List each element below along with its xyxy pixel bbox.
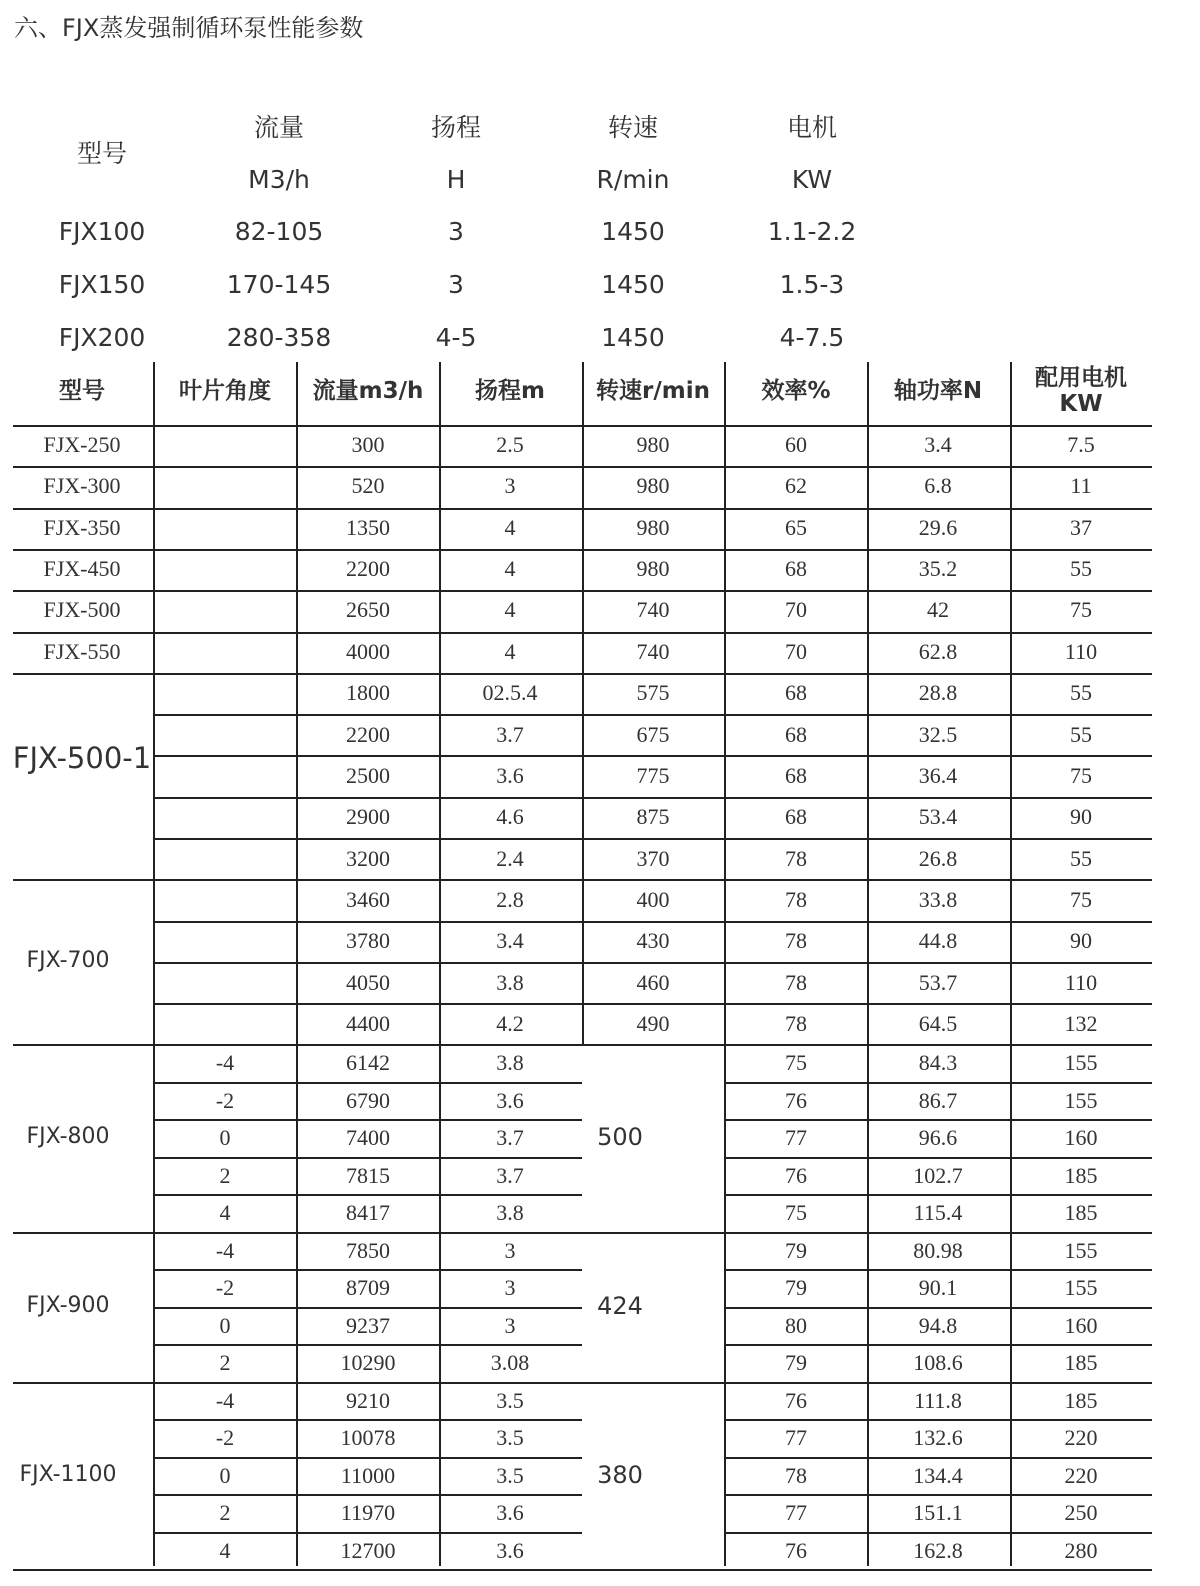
table-column-rule	[1010, 362, 1012, 1566]
table-cell: 10290	[340, 1350, 396, 1376]
small-table-cell: 4-7.5	[779, 323, 845, 352]
table-cell: 2	[219, 1500, 231, 1526]
table-row-rule	[153, 838, 1152, 840]
table-cell: 3.5	[496, 1387, 524, 1413]
table-cell: 111.8	[914, 1387, 962, 1413]
table-cell: 76	[785, 1387, 807, 1413]
table-row-rule	[13, 673, 1152, 675]
small-table-cell: 280-358	[226, 323, 332, 352]
table-cell: 2.4	[496, 845, 524, 871]
table-cell: 2.8	[496, 886, 524, 912]
table-cell: 3.8	[496, 1200, 524, 1226]
table-cell: 53.7	[918, 969, 958, 995]
table-cell: 4	[504, 597, 516, 623]
small-table-cell: 1.5-3	[779, 270, 845, 299]
table-cell: 155	[1064, 1275, 1098, 1301]
table-cell: 132	[1064, 1010, 1098, 1036]
table-cell: -4	[215, 1237, 235, 1263]
table-cell: 42	[927, 597, 949, 623]
table-cell: 11000	[340, 1462, 396, 1488]
table-cell: 875	[636, 804, 670, 830]
table-cell: 134.4	[913, 1462, 963, 1488]
table-row-rule	[13, 549, 1152, 551]
table-cell: 2650	[346, 597, 390, 623]
table-cell: 108.6	[913, 1350, 963, 1376]
table-cell: 11970	[340, 1500, 396, 1526]
table-row-rule	[724, 1082, 1152, 1084]
table-cell: 2200	[346, 555, 390, 581]
table-row-rule	[153, 1532, 582, 1534]
table-cell: 430	[636, 928, 670, 954]
table-row-rule	[724, 1307, 1152, 1309]
table-row-rule	[153, 1307, 582, 1309]
small-table-unit: KW	[791, 165, 833, 194]
table-cell: 3460	[346, 886, 390, 912]
table-cell: 980	[636, 555, 670, 581]
table-cell: 76	[785, 1537, 807, 1563]
table-cell: 32.5	[918, 721, 958, 747]
table-cell: 185	[1064, 1387, 1098, 1413]
table-cell: FJX-300	[43, 473, 121, 499]
small-table-cell: 1450	[601, 217, 665, 246]
table-header: 型号	[59, 378, 105, 404]
small-table-cell: FJX100	[58, 217, 146, 246]
table-cell: 155	[1064, 1050, 1098, 1076]
table-cell: -2	[215, 1275, 235, 1301]
table-cell: 33.8	[918, 886, 958, 912]
table-cell: 3.6	[496, 1500, 524, 1526]
table-cell: 3	[504, 1275, 516, 1301]
group-model-label: FJX-800	[26, 1124, 110, 1150]
table-cell: 75	[1070, 886, 1092, 912]
table-cell: 68	[785, 804, 807, 830]
table-cell: 102.7	[913, 1162, 963, 1188]
table-header: 转速r/min	[596, 378, 710, 404]
table-row-rule	[153, 1269, 582, 1271]
table-cell: 55	[1070, 680, 1092, 706]
table-cell: 80	[785, 1312, 807, 1338]
table-cell: 3	[504, 473, 516, 499]
table-cell: 79	[785, 1275, 807, 1301]
table-row-rule	[153, 1157, 582, 1159]
table-cell: 78	[785, 1462, 807, 1488]
table-header: 配用电机KW	[1035, 365, 1127, 417]
table-cell: 4	[219, 1537, 231, 1563]
table-row-rule	[724, 1494, 1152, 1496]
table-cell: -2	[215, 1425, 235, 1451]
table-row-rule	[153, 962, 1152, 964]
table-row-rule	[724, 1419, 1152, 1421]
table-row-rule	[153, 1457, 582, 1459]
table-cell: 9237	[346, 1312, 390, 1338]
table-cell: 3.6	[496, 1537, 524, 1563]
table-cell: 4050	[346, 969, 390, 995]
small-table-cell: 3	[448, 270, 464, 299]
table-header: 流量m3/h	[312, 378, 424, 404]
table-cell: 75	[785, 1200, 807, 1226]
table-cell: 86.7	[918, 1087, 958, 1113]
table-cell: 78	[785, 928, 807, 954]
table-cell: -4	[215, 1387, 235, 1413]
table-row-rule	[13, 590, 1152, 592]
table-row-rule	[724, 1194, 1152, 1196]
table-cell: 2	[219, 1350, 231, 1376]
table-cell: 76	[785, 1087, 807, 1113]
table-cell: 370	[636, 845, 670, 871]
table-cell: 110	[1064, 969, 1098, 995]
group-model-label: FJX-1100	[19, 1461, 117, 1487]
table-row-rule	[13, 1044, 1152, 1046]
table-cell: 90	[1070, 804, 1092, 830]
small-table-header: 转速	[607, 113, 659, 142]
small-table-cell: 4-5	[435, 323, 477, 352]
table-cell: 980	[636, 432, 670, 457]
table-row-rule	[724, 1119, 1152, 1121]
table-cell: 151.1	[913, 1500, 963, 1526]
table-cell: 3200	[346, 845, 390, 871]
group-speed: 380	[597, 1460, 643, 1489]
table-cell: 4	[219, 1200, 231, 1226]
table-cell: 160	[1064, 1312, 1098, 1338]
table-cell: 68	[785, 763, 807, 789]
table-cell: 94.8	[918, 1312, 958, 1338]
small-table-cell: 170-145	[226, 270, 332, 299]
small-table-cell: 82-105	[234, 217, 324, 246]
table-cell: 65	[785, 514, 807, 540]
table-cell: 0	[219, 1462, 231, 1488]
table-cell: 3.7	[496, 721, 524, 747]
table-cell: 3.7	[496, 1162, 524, 1188]
table-row-rule	[153, 1194, 582, 1196]
table-cell: 64.5	[918, 1010, 958, 1036]
table-cell: 78	[785, 845, 807, 871]
table-column-rule	[582, 362, 584, 1045]
table-row-rule	[13, 508, 1152, 510]
table-cell: 185	[1064, 1350, 1098, 1376]
table-cell: 220	[1064, 1462, 1098, 1488]
table-cell: 220	[1064, 1425, 1098, 1451]
table-cell: 11	[1070, 473, 1092, 499]
table-cell: 162.8	[913, 1537, 963, 1563]
table-cell: 155	[1064, 1237, 1098, 1263]
small-table-cell: 3	[448, 217, 464, 246]
table-header: 扬程m	[475, 378, 545, 404]
table-cell: 2.5	[496, 432, 524, 457]
table-cell: 62	[785, 473, 807, 499]
group-speed: 424	[597, 1292, 643, 1320]
page-heading: 六、FJX蒸发强制循环泵性能参数	[14, 14, 364, 42]
table-cell: 520	[351, 473, 385, 499]
table-row-rule	[153, 755, 1152, 757]
table-cell: 55	[1070, 555, 1092, 581]
table-cell: 44.8	[918, 928, 958, 954]
table-cell: 8417	[346, 1200, 390, 1226]
table-cell: 1800	[346, 680, 390, 706]
table-cell: 77	[785, 1500, 807, 1526]
table-row-rule	[13, 1569, 1152, 1571]
table-row-rule	[724, 1532, 1152, 1534]
table-cell: 2	[219, 1162, 231, 1188]
table-row-rule	[153, 1119, 582, 1121]
table-cell: 84.3	[918, 1050, 958, 1076]
table-cell: 4.2	[496, 1010, 524, 1036]
table-cell: 35.2	[918, 555, 958, 581]
table-cell: FJX-450	[43, 555, 121, 581]
table-cell: 79	[785, 1350, 807, 1376]
small-table-header: 流量	[253, 113, 305, 142]
table-cell: 68	[785, 721, 807, 747]
table-cell: 132.6	[913, 1425, 963, 1451]
table-row-rule	[13, 632, 1152, 634]
table-cell: FJX-550	[43, 638, 121, 664]
table-cell: 3.8	[496, 969, 524, 995]
table-row-rule	[724, 1269, 1152, 1271]
table-cell: 68	[785, 680, 807, 706]
table-cell: 3.6	[496, 1087, 524, 1113]
table-cell: 3.08	[490, 1350, 530, 1376]
table-row-rule	[724, 1157, 1152, 1159]
table-cell: 4.6	[496, 804, 524, 830]
table-row-rule	[13, 1232, 1152, 1234]
table-cell: 185	[1064, 1200, 1098, 1226]
table-column-rule	[296, 362, 298, 1566]
table-cell: 4000	[346, 638, 390, 664]
table-row-rule	[153, 1082, 582, 1084]
table-cell: 3.4	[924, 432, 952, 457]
table-cell: 3.6	[496, 763, 524, 789]
table-cell: 12700	[340, 1537, 396, 1563]
table-cell: 70	[785, 638, 807, 664]
table-cell: 490	[636, 1010, 670, 1036]
table-cell: 980	[636, 473, 670, 499]
table-cell: 29.6	[918, 514, 958, 540]
group-model-label: FJX-500-1	[12, 741, 152, 776]
small-table-unit: M3/h	[248, 165, 310, 194]
table-column-rule	[867, 362, 869, 1566]
group-model-label: FJX-900	[26, 1293, 110, 1318]
table-cell: 96.6	[918, 1125, 958, 1151]
table-column-rule	[439, 362, 441, 1566]
table-cell: 3780	[346, 928, 390, 954]
table-cell: 4	[504, 514, 516, 540]
table-cell: 9210	[346, 1387, 390, 1413]
table-cell: 675	[636, 721, 670, 747]
table-cell: 77	[785, 1125, 807, 1151]
table-cell: 77	[785, 1425, 807, 1451]
table-cell: 400	[636, 886, 670, 912]
table-cell: 53.4	[918, 804, 958, 830]
table-cell: 155	[1064, 1087, 1098, 1113]
table-cell: 68	[785, 555, 807, 581]
table-cell: 70	[785, 597, 807, 623]
table-row-rule	[153, 1003, 1152, 1005]
table-row-rule	[724, 1344, 1152, 1346]
table-cell: 2500	[346, 763, 390, 789]
small-table-cell: 1450	[601, 323, 665, 352]
table-cell: -4	[215, 1050, 235, 1076]
table-cell: FJX-350	[43, 514, 121, 540]
table-cell: 76	[785, 1162, 807, 1188]
table-cell: 78	[785, 886, 807, 912]
small-table-model-header: 型号	[76, 139, 128, 168]
table-row-rule	[153, 797, 1152, 799]
table-cell: 78	[785, 969, 807, 995]
table-column-rule	[153, 362, 155, 1566]
table-row-rule	[13, 466, 1152, 468]
table-header: 效率%	[761, 378, 831, 404]
table-row-rule	[13, 1382, 1152, 1384]
table-cell: 0	[219, 1125, 231, 1151]
table-row-rule	[153, 714, 1152, 716]
table-cell: 90.1	[918, 1275, 958, 1301]
table-header: 叶片角度	[179, 378, 271, 404]
table-row-rule	[153, 921, 1152, 923]
table-cell: 3.4	[496, 928, 524, 954]
table-cell: 3	[504, 1237, 516, 1263]
table-cell: 80.98	[913, 1237, 963, 1263]
table-cell: 3.5	[496, 1462, 524, 1488]
table-cell: FJX-500	[43, 597, 121, 623]
small-table-unit: R/min	[596, 165, 670, 194]
table-cell: 7815	[346, 1162, 390, 1188]
table-cell: 3.7	[496, 1125, 524, 1151]
table-row-rule	[13, 879, 1152, 881]
table-cell: 115.4	[913, 1200, 963, 1226]
table-cell: 575	[636, 680, 670, 706]
table-cell: 4400	[346, 1010, 390, 1036]
table-cell: 7.5	[1067, 432, 1095, 457]
table-row-rule	[153, 1494, 582, 1496]
table-cell: -2	[215, 1087, 235, 1113]
table-cell: 6142	[346, 1050, 390, 1076]
table-cell: 62.8	[918, 638, 958, 664]
group-model-label: FJX-700	[26, 947, 110, 973]
table-cell: 60	[785, 432, 807, 457]
table-cell: 4	[504, 555, 516, 581]
table-row-rule	[724, 1457, 1152, 1459]
table-cell: 0	[219, 1312, 231, 1338]
table-header: 轴功率N	[893, 378, 983, 404]
table-cell: 250	[1064, 1500, 1098, 1526]
small-table-unit: H	[446, 165, 466, 194]
small-table-cell: 1.1-2.2	[767, 217, 857, 246]
table-cell: 36.4	[918, 763, 958, 789]
table-cell: 28.8	[918, 680, 958, 706]
small-table-header: 电机	[786, 113, 838, 142]
table-cell: 6790	[346, 1087, 390, 1113]
table-cell: 55	[1070, 845, 1092, 871]
table-column-rule	[724, 362, 726, 1566]
table-cell: 7400	[346, 1125, 390, 1151]
table-row-rule	[153, 1344, 582, 1346]
table-cell: 160	[1064, 1125, 1098, 1151]
table-cell: 3	[504, 1312, 516, 1338]
table-cell: 110	[1064, 638, 1098, 664]
table-cell: 90	[1070, 928, 1092, 954]
table-cell: 280	[1064, 1537, 1098, 1563]
table-cell: 75	[785, 1050, 807, 1076]
table-cell: 1350	[346, 514, 390, 540]
table-cell: 460	[636, 969, 670, 995]
small-table-cell: FJX150	[58, 270, 146, 299]
table-cell: 75	[1070, 597, 1092, 623]
table-cell: 7850	[346, 1237, 390, 1263]
table-cell: 10078	[340, 1425, 396, 1451]
table-cell: 79	[785, 1237, 807, 1263]
table-cell: 3.8	[496, 1050, 524, 1076]
table-cell: 4	[504, 638, 516, 664]
table-cell: 75	[1070, 763, 1092, 789]
table-cell: 740	[636, 638, 670, 664]
table-row-rule	[153, 1419, 582, 1421]
table-row-rule	[13, 425, 1152, 427]
table-cell: 740	[636, 597, 670, 623]
table-cell: 775	[636, 763, 670, 789]
table-cell: FJX-250	[43, 432, 121, 457]
table-cell: 980	[636, 514, 670, 540]
table-cell: 55	[1070, 721, 1092, 747]
table-cell: 8709	[346, 1275, 390, 1301]
small-table-cell: FJX200	[58, 323, 146, 352]
table-cell: 02.5.4	[482, 680, 538, 706]
table-cell: 78	[785, 1010, 807, 1036]
table-cell: 6.8	[924, 473, 952, 499]
table-cell: 26.8	[918, 845, 958, 871]
small-table-header: 扬程	[430, 113, 482, 142]
small-table-cell: 1450	[601, 270, 665, 299]
table-cell: 2200	[346, 721, 390, 747]
table-cell: 300	[351, 432, 385, 457]
table-cell: 3.5	[496, 1425, 524, 1451]
table-cell: 185	[1064, 1162, 1098, 1188]
table-cell: 2900	[346, 804, 390, 830]
group-speed: 500	[597, 1123, 643, 1152]
table-cell: 37	[1070, 514, 1092, 540]
